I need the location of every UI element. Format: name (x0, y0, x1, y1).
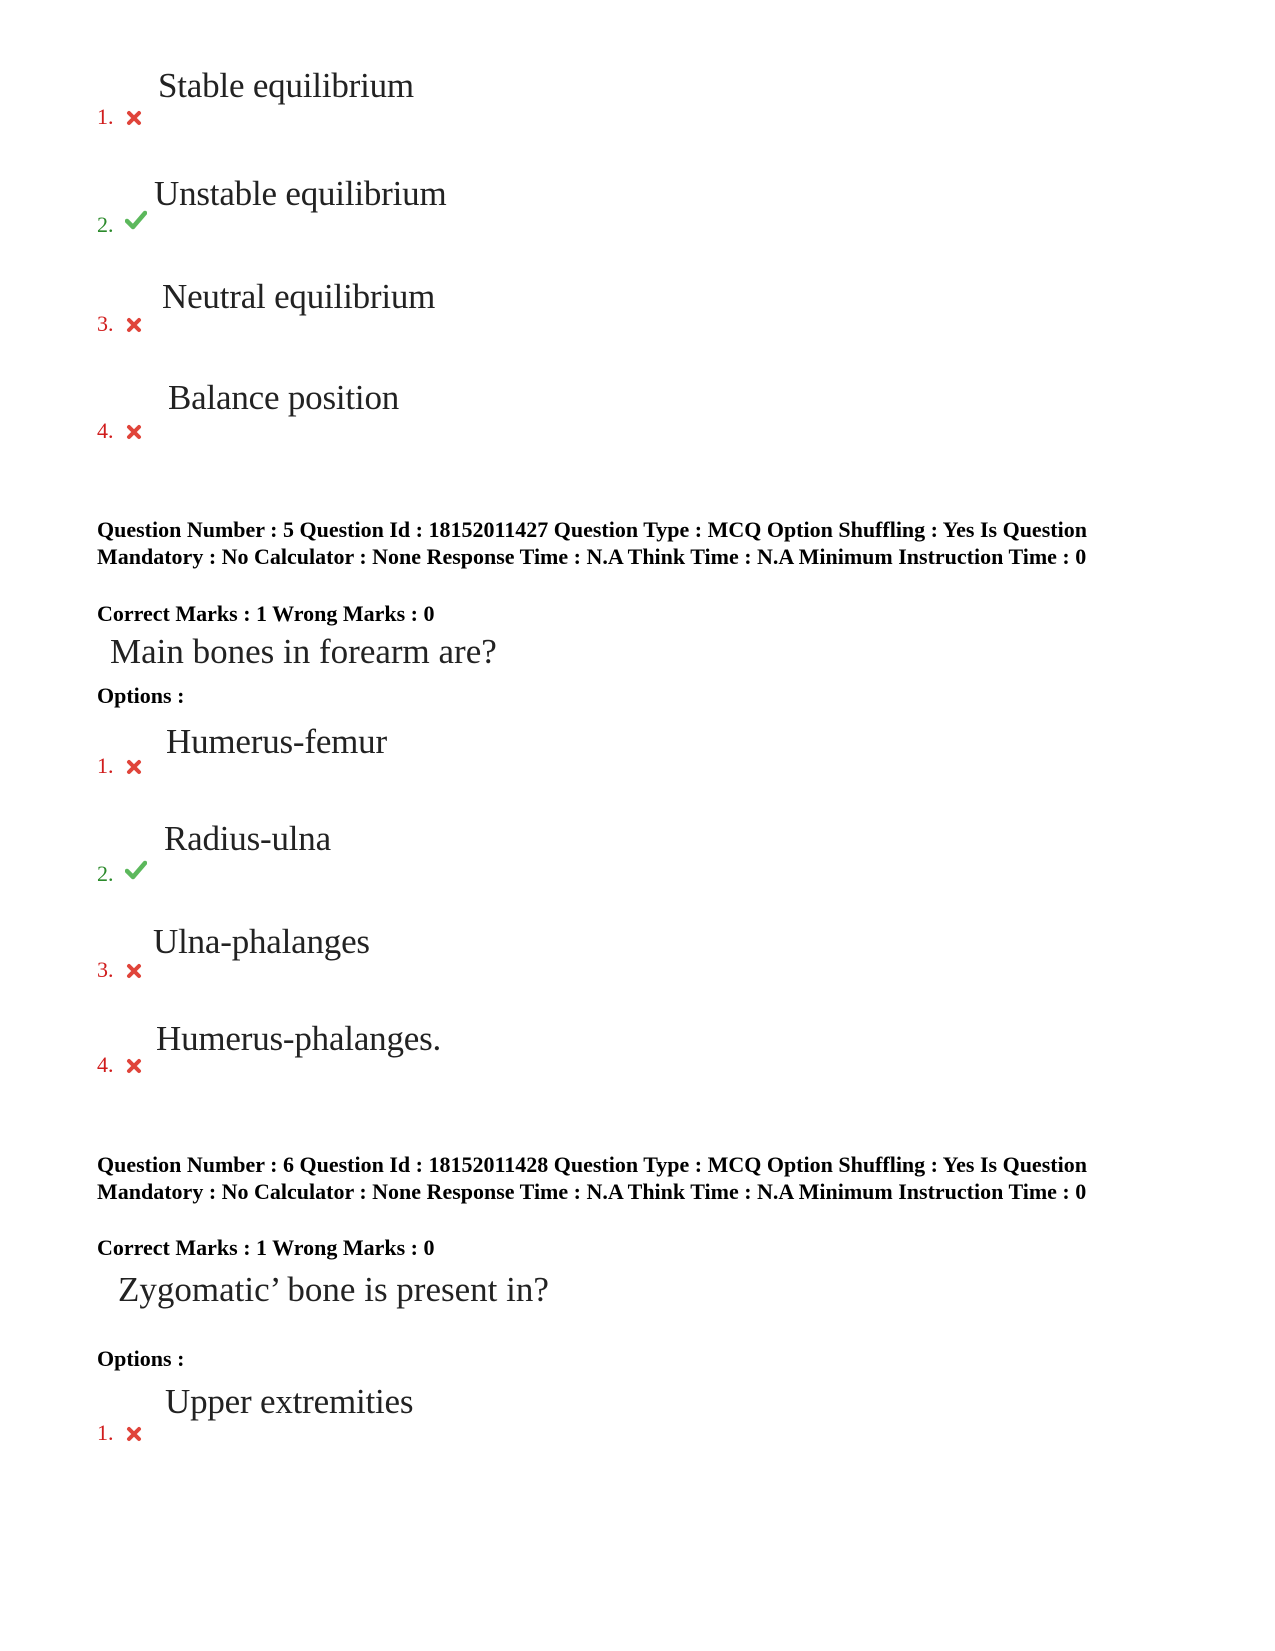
option-number: 4. (97, 1052, 114, 1077)
option-text: Radius-ulna (164, 819, 331, 858)
cross-icon (125, 109, 143, 127)
option-text: Humerus-femur (166, 722, 387, 761)
question-marks: Correct Marks : 1 Wrong Marks : 0 (97, 601, 435, 626)
option-text: Stable equilibrium (158, 66, 414, 105)
options-label: Options : (97, 1346, 185, 1371)
cross-icon (125, 758, 143, 776)
check-icon (125, 860, 147, 880)
option-text: Unstable equilibrium (154, 174, 447, 213)
option-text: Neutral equilibrium (162, 277, 436, 316)
option-number: 4. (97, 418, 114, 443)
cross-icon (125, 316, 143, 334)
option-number: 3. (97, 957, 114, 982)
options-label: Options : (97, 683, 185, 708)
question-text: Zygomatic’ bone is present in? (118, 1270, 549, 1309)
option-number: 2. (97, 212, 114, 237)
option-number: 2. (97, 861, 114, 886)
option-text: Ulna-phalanges (153, 922, 370, 961)
question-text: Main bones in forearm are? (110, 632, 497, 671)
option-number: 1. (97, 104, 114, 129)
question-meta: Question Number : 6 Question Id : 18152011428 Question Type : MCQ Option Shuffling : Yes Is Question Mandatory : No Calculator : None Response Time : N.A Think Time : N.A Minimum Instruction Time : 0 (97, 1152, 1087, 1204)
cross-icon (125, 962, 143, 980)
cross-icon (125, 423, 143, 441)
option-number: 1. (97, 1420, 114, 1445)
option-text: Upper extremities (165, 1382, 414, 1421)
option-text: Balance position (168, 378, 400, 417)
question-marks: Correct Marks : 1 Wrong Marks : 0 (97, 1235, 435, 1260)
option-number: 1. (97, 753, 114, 778)
option-number: 3. (97, 311, 114, 336)
cross-icon (125, 1057, 143, 1075)
question-meta: Question Number : 5 Question Id : 18152011427 Question Type : MCQ Option Shuffling : Yes Is Question Mandatory : No Calculator : None Response Time : N.A Think Time : N.A Minimum Instruction Time : 0 (97, 517, 1087, 569)
option-text: Humerus-phalanges. (156, 1019, 442, 1058)
cross-icon (125, 1425, 143, 1443)
check-icon (125, 210, 147, 230)
